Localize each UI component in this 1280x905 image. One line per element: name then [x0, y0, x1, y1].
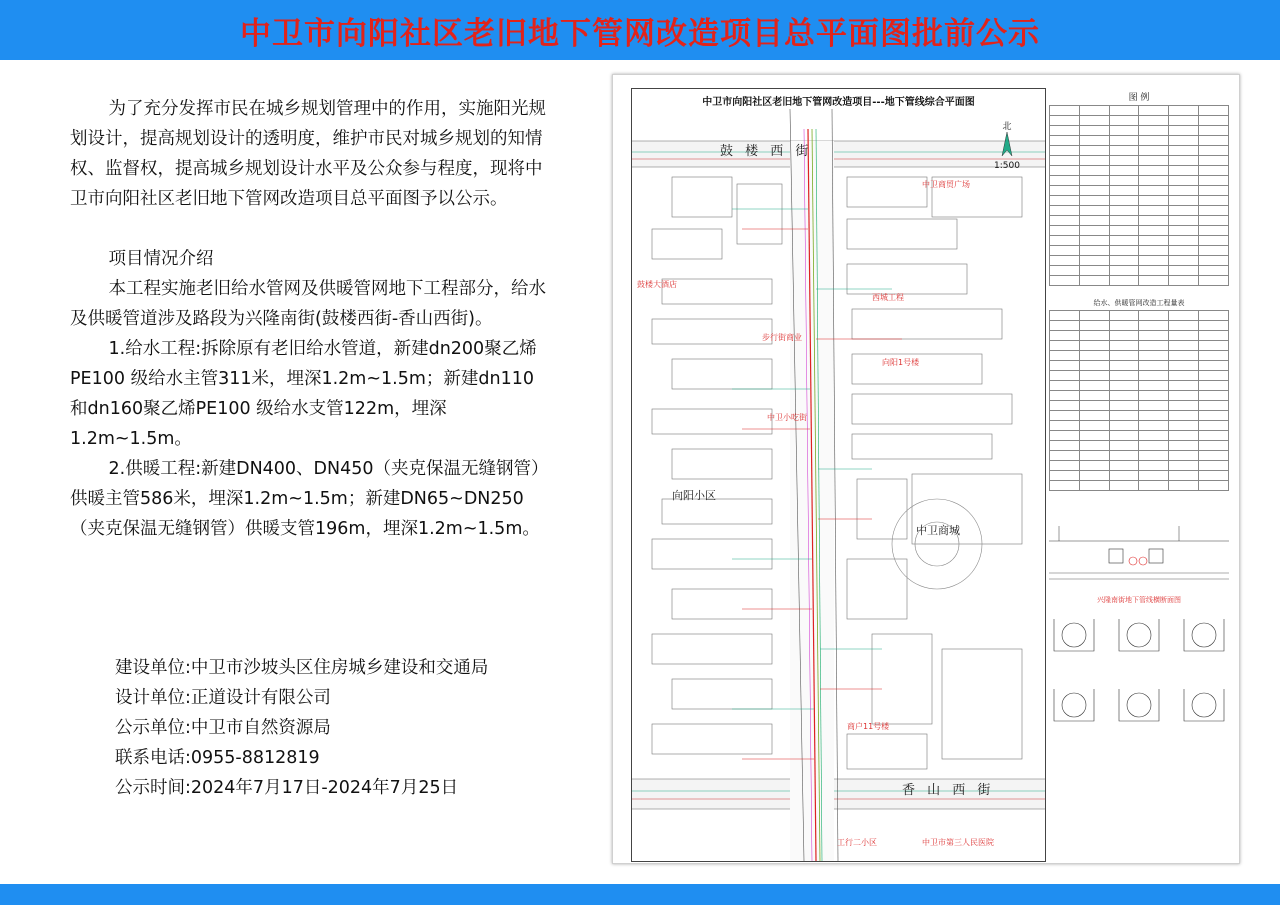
quantity-title: 给水、供暖管网改造工程量表: [1093, 299, 1185, 307]
map-label: 中卫小吃街: [767, 413, 807, 422]
publisher-line: 公示单位:中卫市自然资源局: [115, 718, 331, 738]
legend-table: [1049, 105, 1229, 286]
north-label: 北: [1002, 122, 1012, 132]
scale-label: 1:500: [994, 161, 1020, 171]
drawing-title: 中卫市向阳社区老旧地下管网改造项目---地下管线综合平面图: [702, 97, 975, 108]
footer-bar: [0, 884, 1280, 905]
north-arrow: [990, 119, 1024, 171]
project-paragraph: 本工程实施老旧给水管网及供暖管网地下工程部分，给水及供暖管道涉及路段为兴隆南街(鼓楼西街-香山西街)。: [70, 279, 546, 329]
map-label: 商户11号楼: [847, 722, 890, 731]
map-label: 鼓楼大酒店: [637, 280, 677, 289]
map-label: 中卫市第三人民医院: [922, 838, 994, 847]
quantity-table: [1049, 310, 1229, 491]
intro-paragraph: 为了充分发挥市民在城乡规划管理中的作用，实施阳光规划设计，提高规划设计的透明度，维护市民对城乡规划的知情权、监督权，提高城乡规划设计水平及公众参与程度，现将中卫市向阳社区老旧地下管网改造项目总平面图予以公示。: [70, 99, 546, 209]
site-plan-graphic: [632, 89, 1045, 861]
period-line: 公示时间:2024年7月17日-2024年7月25日: [115, 778, 459, 798]
section-heading: 项目情况介绍: [108, 249, 214, 269]
heating-item: 2.供暖工程:新建DN400、DN450（夹克保温无缝钢管）供暖主管586米，埋深1.2m~1.5m；新建DN65~DN250（夹克保温无缝钢管）供暖支管196m，埋深1.2m~1.5m。: [70, 459, 549, 539]
designer-line: 设计单位:正道设计有限公司: [115, 688, 331, 708]
project-info: [115, 653, 488, 803]
street-bottom-label: 香 山 西 街: [902, 783, 995, 798]
pipe-sections-graphic: [1049, 605, 1229, 735]
phone-line: 联系电话:0955-8812819: [115, 748, 320, 768]
map-label: 工行二小区: [837, 838, 877, 847]
area-right-label: 中卫商城: [916, 524, 960, 537]
compass-icon: [997, 132, 1017, 158]
content-panel: [0, 60, 1280, 884]
map-label: 中卫商贸广场: [922, 180, 970, 189]
section-title: 兴隆南街地下管线横断面图: [1097, 596, 1181, 604]
legend-title: 图 例: [1128, 93, 1150, 103]
cross-section-graphic: [1049, 521, 1229, 591]
drawing-sheet: [612, 74, 1240, 864]
header-banner: [0, 0, 1280, 60]
water-item: 1.给水工程:拆除原有老旧给水管道，新建dn200聚乙烯PE100 级给水主管311米，埋深1.2m~1.5m；新建dn110和dn160聚乙烯PE100 级给水支管122m，埋深1.2m~1.5m。: [70, 339, 537, 449]
area-left-label: 向阳小区: [672, 489, 716, 502]
legend-panel: [1049, 90, 1229, 739]
street-top-label: 鼓 楼 西 街: [720, 144, 813, 159]
site-plan-map: [631, 88, 1046, 862]
announcement-text: [70, 94, 550, 544]
map-label: 西城工程: [872, 293, 904, 302]
builder-line: 建设单位:中卫市沙坡头区住房城乡建设和交通局: [115, 658, 489, 678]
page-title: 中卫市向阳社区老旧地下管网改造项目总平面图批前公示: [240, 15, 1040, 52]
map-label: 步行街商业: [762, 333, 802, 342]
map-label: 向阳1号楼: [882, 358, 920, 367]
